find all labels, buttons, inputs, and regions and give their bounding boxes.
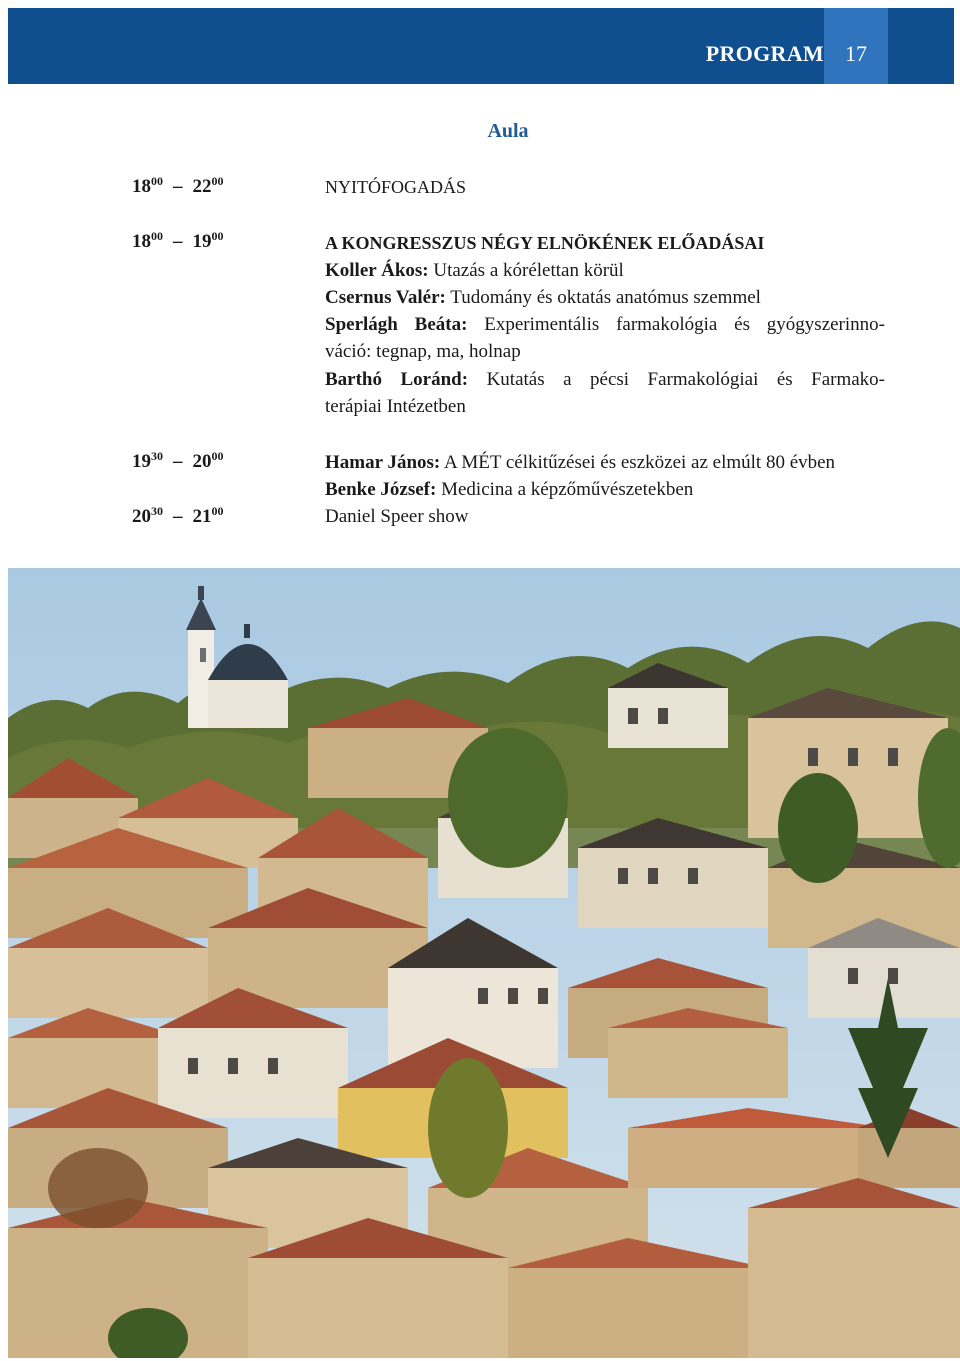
speaker-name: Barthó Loránd:: [325, 369, 469, 390]
event-title: A KONGRESSZUS NÉGY ELNÖKÉNEK ELŐADÁSAI: [325, 233, 765, 253]
speaker-name: Csernus Valér:: [325, 287, 446, 308]
time-slot: $19^{30} - 20^{00}$: [132, 449, 224, 472]
page-header: [8, 8, 954, 84]
talk-line: [325, 366, 885, 393]
talk-topic: A MÉT célkitűzései és eszközei az elmúlt 80 évben: [443, 452, 836, 473]
town-rooftops-photo: [8, 568, 960, 1358]
time-slot: $18^{00} - 22^{00}$: [132, 174, 224, 197]
talk-line: [325, 449, 885, 476]
page-number: 17: [824, 8, 888, 84]
talk-topic: Experimentális farmakológia és gyógyszerinno-: [484, 314, 885, 335]
talk-topic: Tudomány és oktatás anatómus szemmel: [450, 287, 761, 308]
speaker-name: Hamar János:: [325, 452, 441, 473]
talk-line: [325, 257, 885, 284]
venue-heading: Aula: [487, 120, 529, 142]
time-slot: $20^{30} - 21^{00}$: [132, 504, 224, 527]
time-slot: $18^{00} - 19^{00}$: [132, 229, 224, 252]
talk-line: [325, 311, 885, 338]
talk-topic-continued: terápiai Intézetben: [325, 396, 466, 417]
talk-topic: Medicina a képzőművészetekben: [441, 479, 694, 500]
talk-line: [325, 284, 885, 311]
event-title: Daniel Speer show: [325, 506, 469, 527]
talk-topic-continued: váció: tegnap, ma, holnap: [325, 341, 521, 362]
speaker-name: Benke József:: [325, 479, 437, 500]
talk-topic: Utazás a kórélettan körül: [433, 260, 624, 281]
section-title: PROGRAM: [705, 41, 824, 66]
speaker-name: Koller Ákos:: [325, 260, 429, 281]
speaker-name: Sperlágh Beáta:: [325, 314, 468, 335]
talk-line: [325, 476, 885, 503]
event-title: NYITÓFOGADÁS: [325, 177, 467, 197]
talk-topic: Kutatás a pécsi Farmakológiai és Farmako-: [486, 369, 886, 390]
